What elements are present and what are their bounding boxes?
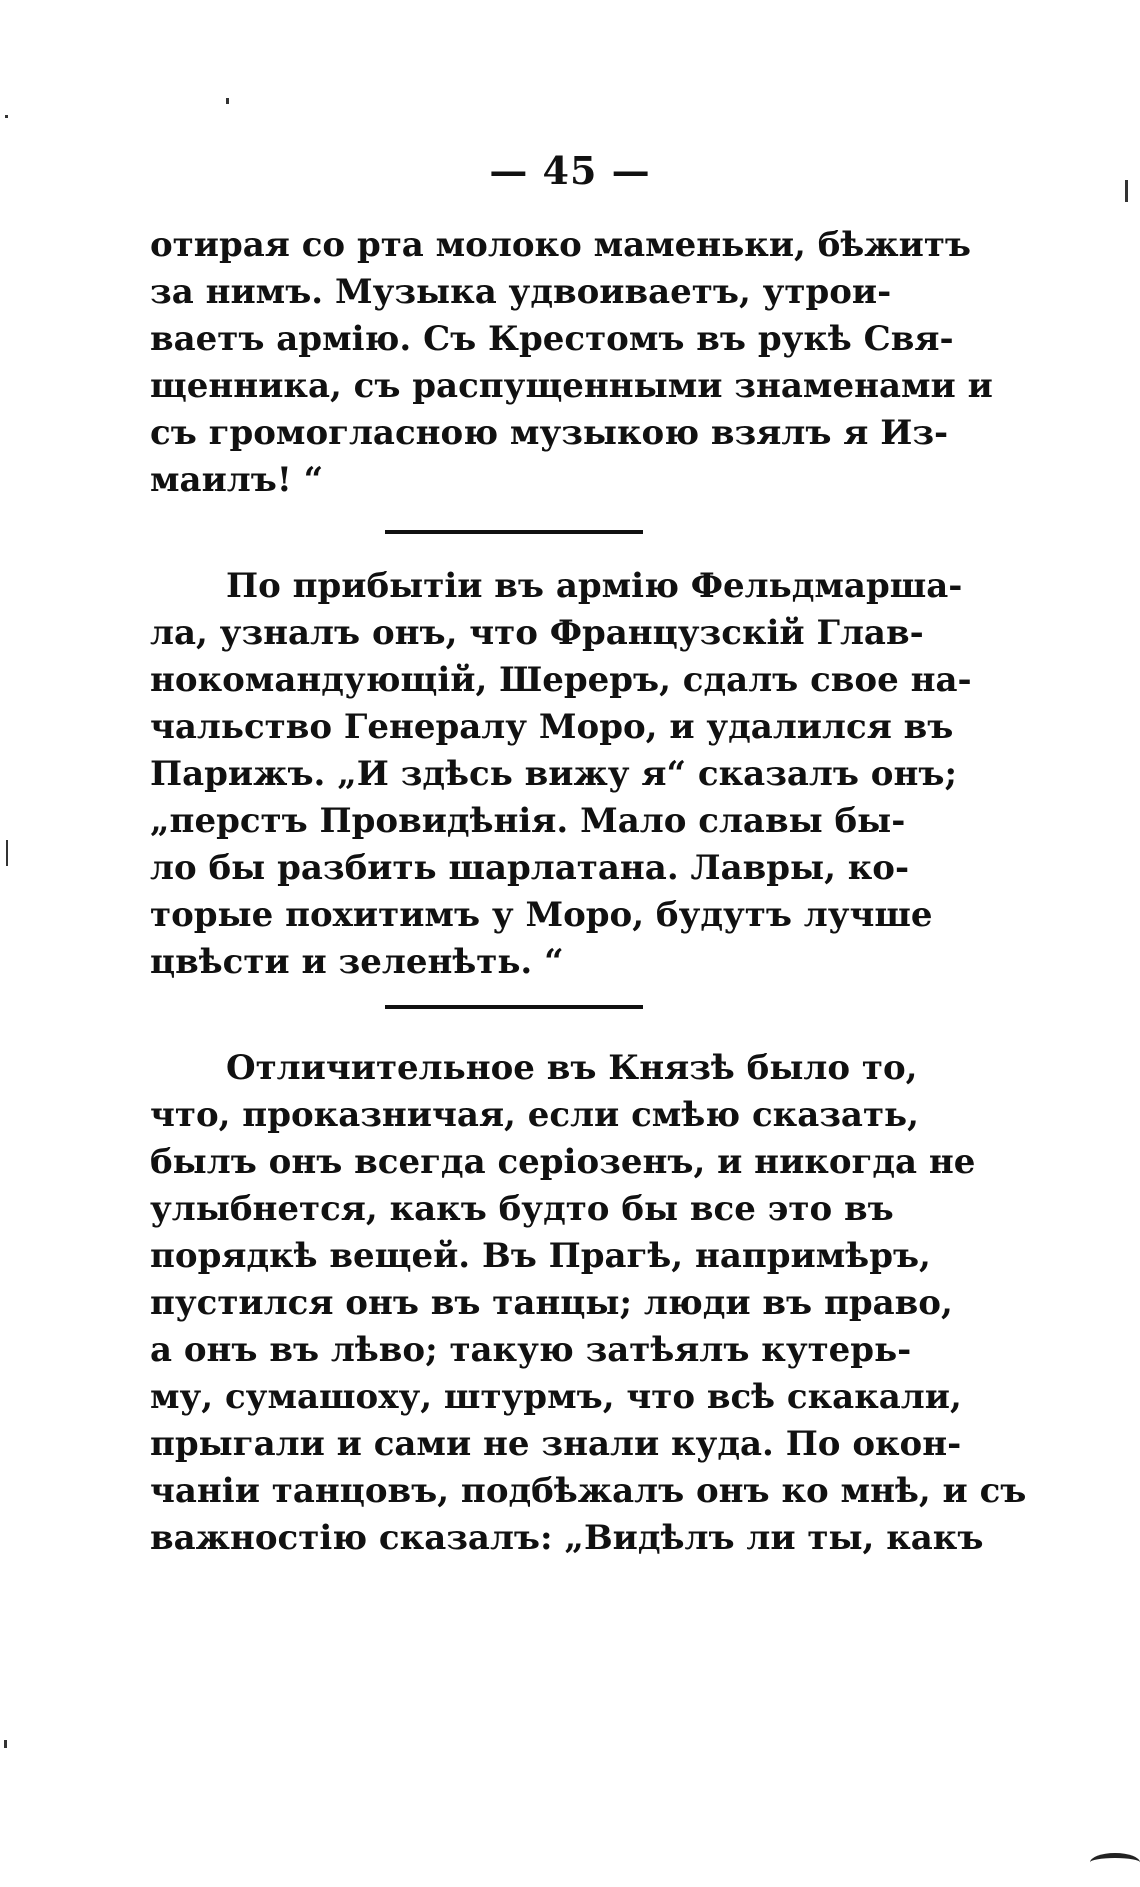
scan-speck [1125,180,1128,202]
text-line: съ громогласною музыкою взялъ я Из- [150,413,949,453]
text-line: цвѣсти и зеленѣть. “ [150,942,564,982]
scan-speck [226,98,229,104]
text-line: пустился онъ въ танцы; люди въ право, [150,1283,953,1323]
text-line: ваетъ армію. Съ Крестомъ въ рукѣ Свя- [150,319,954,359]
paragraph-2 [150,563,972,986]
text-line: му, сумашоху, штурмъ, что всѣ скакали, [150,1377,962,1417]
text-line: „перстъ Провидѣнія. Мало славы бы- [150,801,906,841]
text-line: а онъ въ лѣво; такую затѣялъ кутерь- [150,1330,912,1370]
text-line: ло бы разбить шарлатана. Лавры, ко- [150,848,910,888]
paragraph-3 [150,1045,1027,1562]
text-line: важностію сказалъ: „Видѣлъ ли ты, какъ [150,1518,984,1558]
text-line: Отличительное въ Князѣ было то, [226,1048,918,1088]
section-divider [385,530,643,534]
text-line: торые похитимъ у Моро, будутъ лучше [150,895,933,935]
text-line: чальство Генералу Моро, и удалился въ [150,707,954,747]
text-line: ла, узналъ онъ, что Французскій Глав- [150,613,924,653]
page-number: — 45 — [489,148,651,193]
paragraph-1 [150,222,993,504]
text-line: отирая со рта молоко маменьки, бѣжитъ [150,225,971,265]
text-line: нокомандующій, Шереръ, сдалъ свое на- [150,660,972,700]
text-line: былъ онъ всегда серіозенъ, и никогда не [150,1142,976,1182]
text-line: маилъ! “ [150,460,324,500]
text-line: щенника, съ распущенными знаменами и [150,366,993,406]
scan-edge-mark [1090,1853,1140,1872]
text-line: прыгали и сами не знали куда. По окон- [150,1424,962,1464]
scan-speck [4,1740,7,1748]
text-line: По прибытіи въ армію Фельдмарша- [226,566,963,606]
text-line: за нимъ. Музыка удвоиваетъ, утрои- [150,272,892,312]
text-line: улыбнется, какъ будто бы все это въ [150,1189,894,1229]
text-line: порядкѣ вещей. Въ Прагѣ, напримѣръ, [150,1236,931,1276]
section-divider [385,1005,643,1009]
scan-speck [5,115,8,118]
text-line: что, проказничая, если смѣю сказать, [150,1095,919,1135]
text-line: чаніи танцовъ, подбѣжалъ онъ ко мнѣ, и съ [150,1471,1027,1511]
text-line: Парижъ. „И здѣсь вижу я“ сказалъ онъ; [150,754,958,794]
scan-speck [6,840,8,866]
